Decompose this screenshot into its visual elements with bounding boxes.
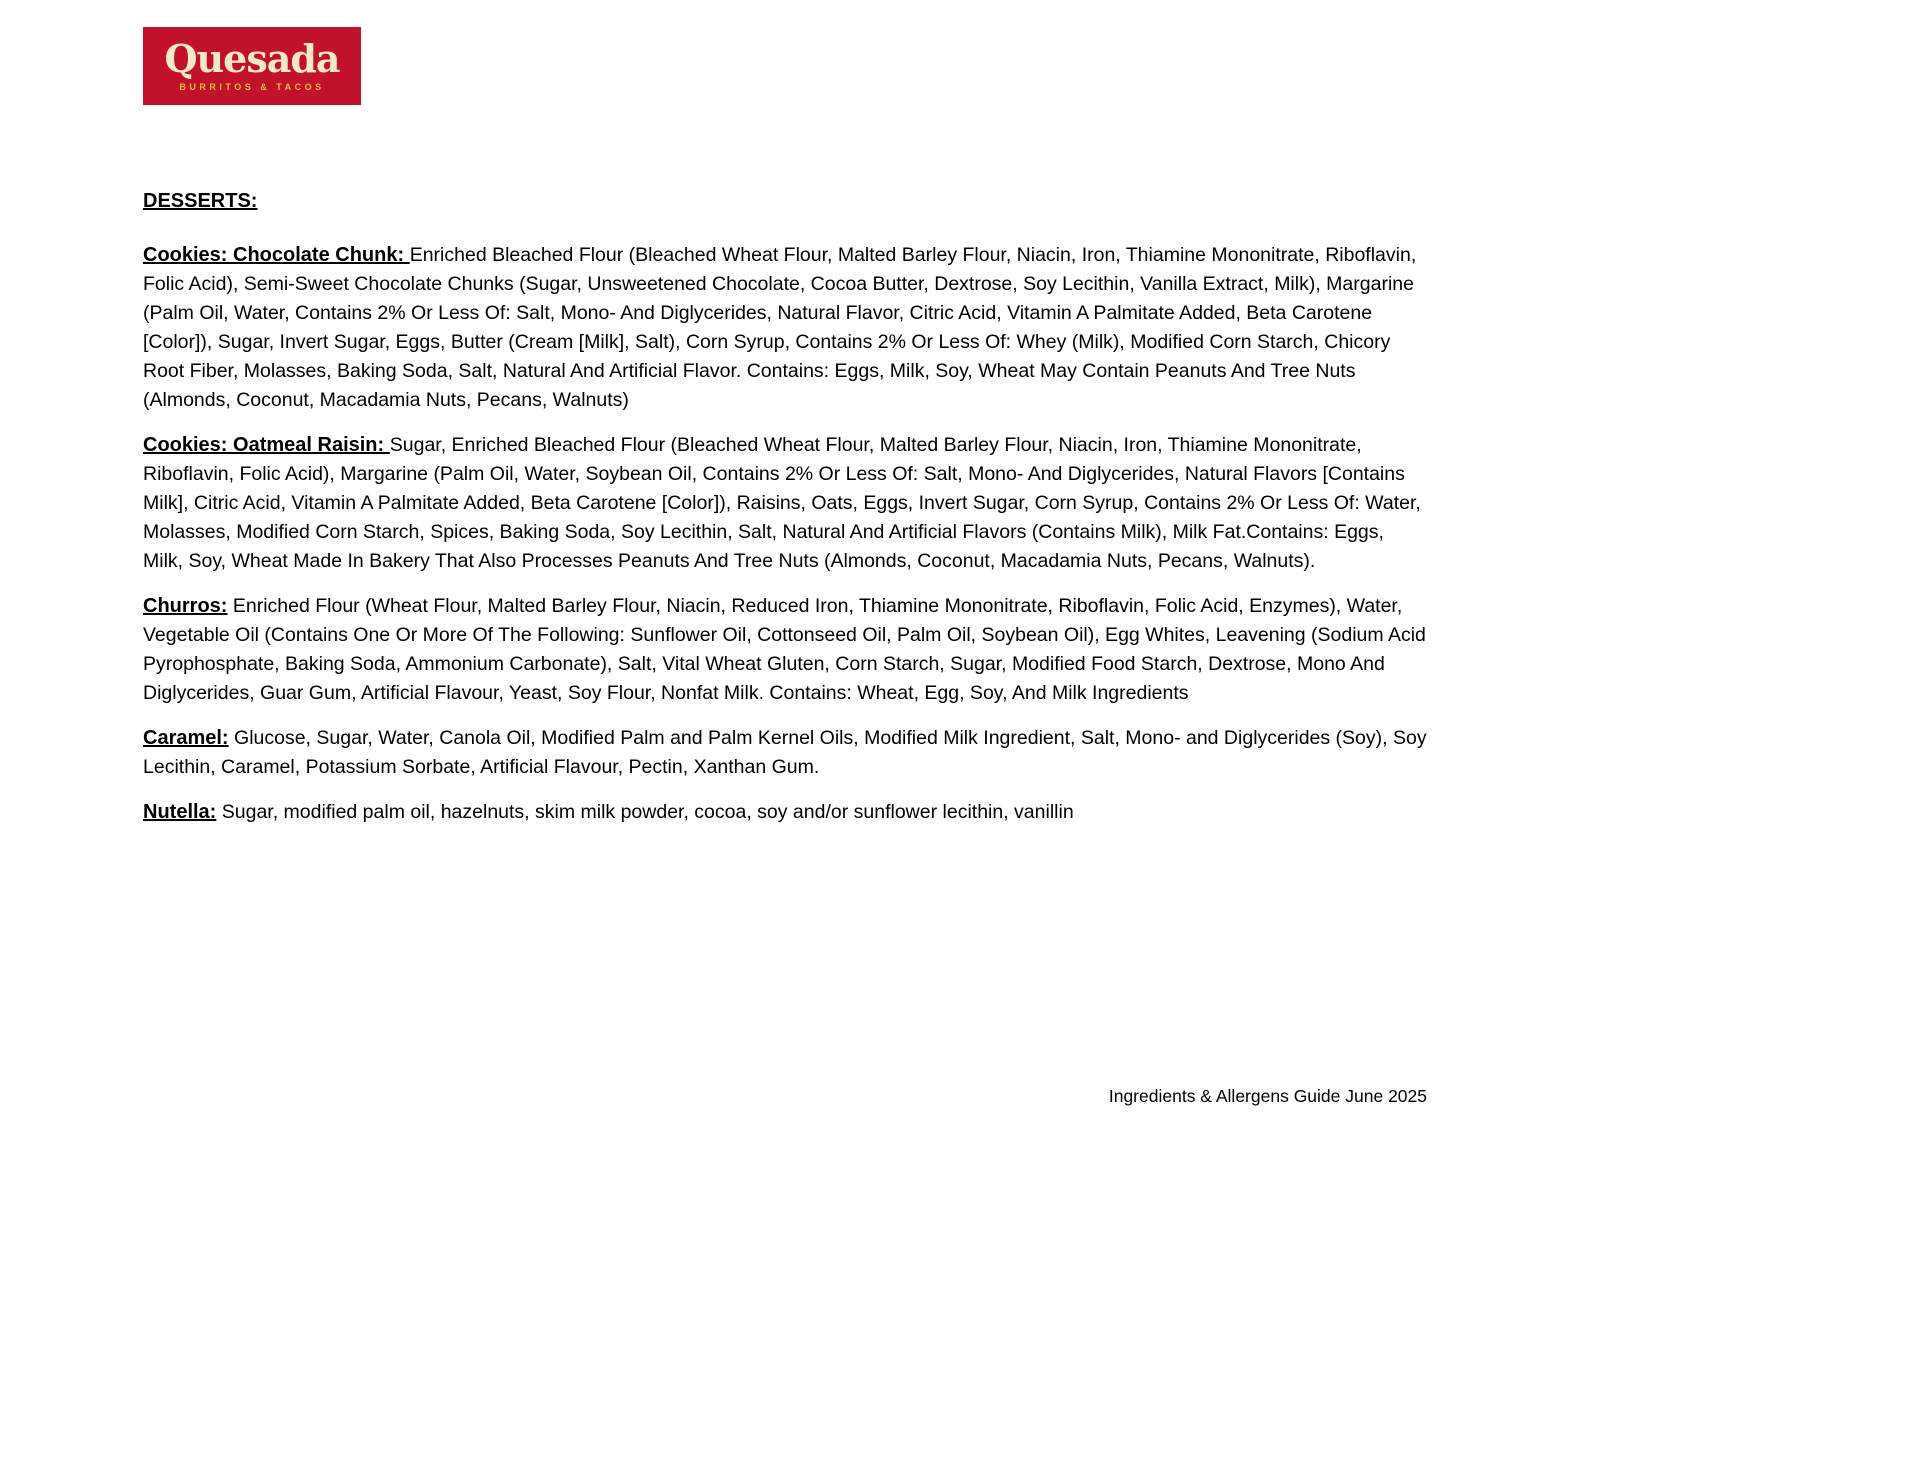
entry-caramel	[143, 724, 1427, 782]
entry-text: Enriched Flour (Wheat Flour, Malted Barley Flour, Niacin, Reduced Iron, Thiamine Mononitrate, Riboflavin, Folic Acid, Enzymes), Water, Vegetable Oil (Contains One Or More Of The Following: Sunflower Oil, Cottonseed Oil, Palm Oil, Soybean Oil), Egg Whites, Leavening (Sodium Acid Pyrophosphate, Baking Soda, Ammonium Carbonate), Salt, Vital Wheat Gluten, Corn Starch, Sugar, Modified Food Starch, Dextrose, Mono And Diglycerides, Guar Gum, Artificial Flavour, Yeast, Soy Flour, Nonfat Milk. Contains: Wheat, Egg, Soy, And Milk Ingredients	[143, 595, 1426, 704]
entry-nutella	[143, 798, 1427, 827]
entry-text: Glucose, Sugar, Water, Canola Oil, Modified Palm and Palm Kernel Oils, Modified Milk Ingredient, Salt, Mono- and Diglycerides (Soy), Soy Lecithin, Caramel, Potassium Sorbate, Artificial Flavour, Pectin, Xanthan Gum.	[143, 727, 1427, 778]
entry-label: Churros:	[143, 595, 228, 617]
entry-cookies-oatmeal-raisin	[143, 431, 1427, 576]
entry-label: Nutella:	[143, 801, 217, 823]
quesada-logo	[143, 27, 361, 105]
entry-churros	[143, 592, 1427, 708]
document-content	[143, 190, 1427, 843]
footer-note: Ingredients & Allergens Guide June 2025	[1108, 1086, 1427, 1106]
entry-text: Sugar, modified palm oil, hazelnuts, skim milk powder, cocoa, soy and/or sunflower lecithin, vanillin	[216, 801, 1074, 823]
entry-text: Sugar, Enriched Bleached Flour (Bleached Wheat Flour, Malted Barley Flour, Niacin, Iron, Thiamine Mononitrate, Riboflavin, Folic Acid), Margarine (Palm Oil, Water, Soybean Oil, Contains 2% Or Less Of: Salt, Mono- And Diglycerides, Natural Flavors [Contains Milk], Citric Acid, Vitamin A Palmitate Added, Beta Carotene [Color]), Raisins, Oats, Eggs, Invert Sugar, Corn Syrup, Contains 2% Or Less Of: Water, Molasses, Modified Corn Starch, Spices, Baking Soda, Soy Lecithin, Salt, Natural And Artificial Flavors (Contains Milk), Milk Fat.Contains: Eggs, Milk, Soy, Wheat Made In Bakery That Also Processes Peanuts And Tree Nuts (Almonds, Coconut, Macadamia Nuts, Pecans, Walnuts).	[143, 434, 1421, 572]
entry-text: Enriched Bleached Flour (Bleached Wheat Flour, Malted Barley Flour, Niacin, Iron, Thiamine Mononitrate, Riboflavin, Folic Acid), Semi-Sweet Chocolate Chunks (Sugar, Unsweetened Chocolate, Cocoa Butter, Dextrose, Soy Lecithin, Vanilla Extract, Milk), Margarine (Palm Oil, Water, Contains 2% Or Less Of: Salt, Mono- And Diglycerides, Natural Flavor, Citric Acid, Vitamin A Palmitate Added, Beta Carotene [Color]), Sugar, Invert Sugar, Eggs, Butter (Cream [Milk], Salt), Corn Syrup, Contains 2% Or Less Of: Whey (Milk), Modified Corn Starch, Chicory Root Fiber, Molasses, Baking Soda, Salt, Natural And Artificial Flavor. Contains: Eggs, Milk, Soy, Wheat May Contain Peanuts And Tree Nuts (Almonds, Coconut, Macadamia Nuts, Pecans, Walnuts)	[143, 244, 1417, 411]
entry-label: Cookies: Chocolate Chunk:	[143, 244, 410, 266]
entry-cookies-chocolate-chunk	[143, 241, 1427, 415]
desserts-heading: DESSERTS:	[143, 190, 258, 212]
entry-label: Caramel:	[143, 727, 229, 749]
logo-wordmark: Quesada	[164, 36, 340, 81]
logo-tagline: BURRITOS & TACOS	[179, 82, 325, 92]
entry-label: Cookies: Oatmeal Raisin:	[143, 434, 390, 456]
